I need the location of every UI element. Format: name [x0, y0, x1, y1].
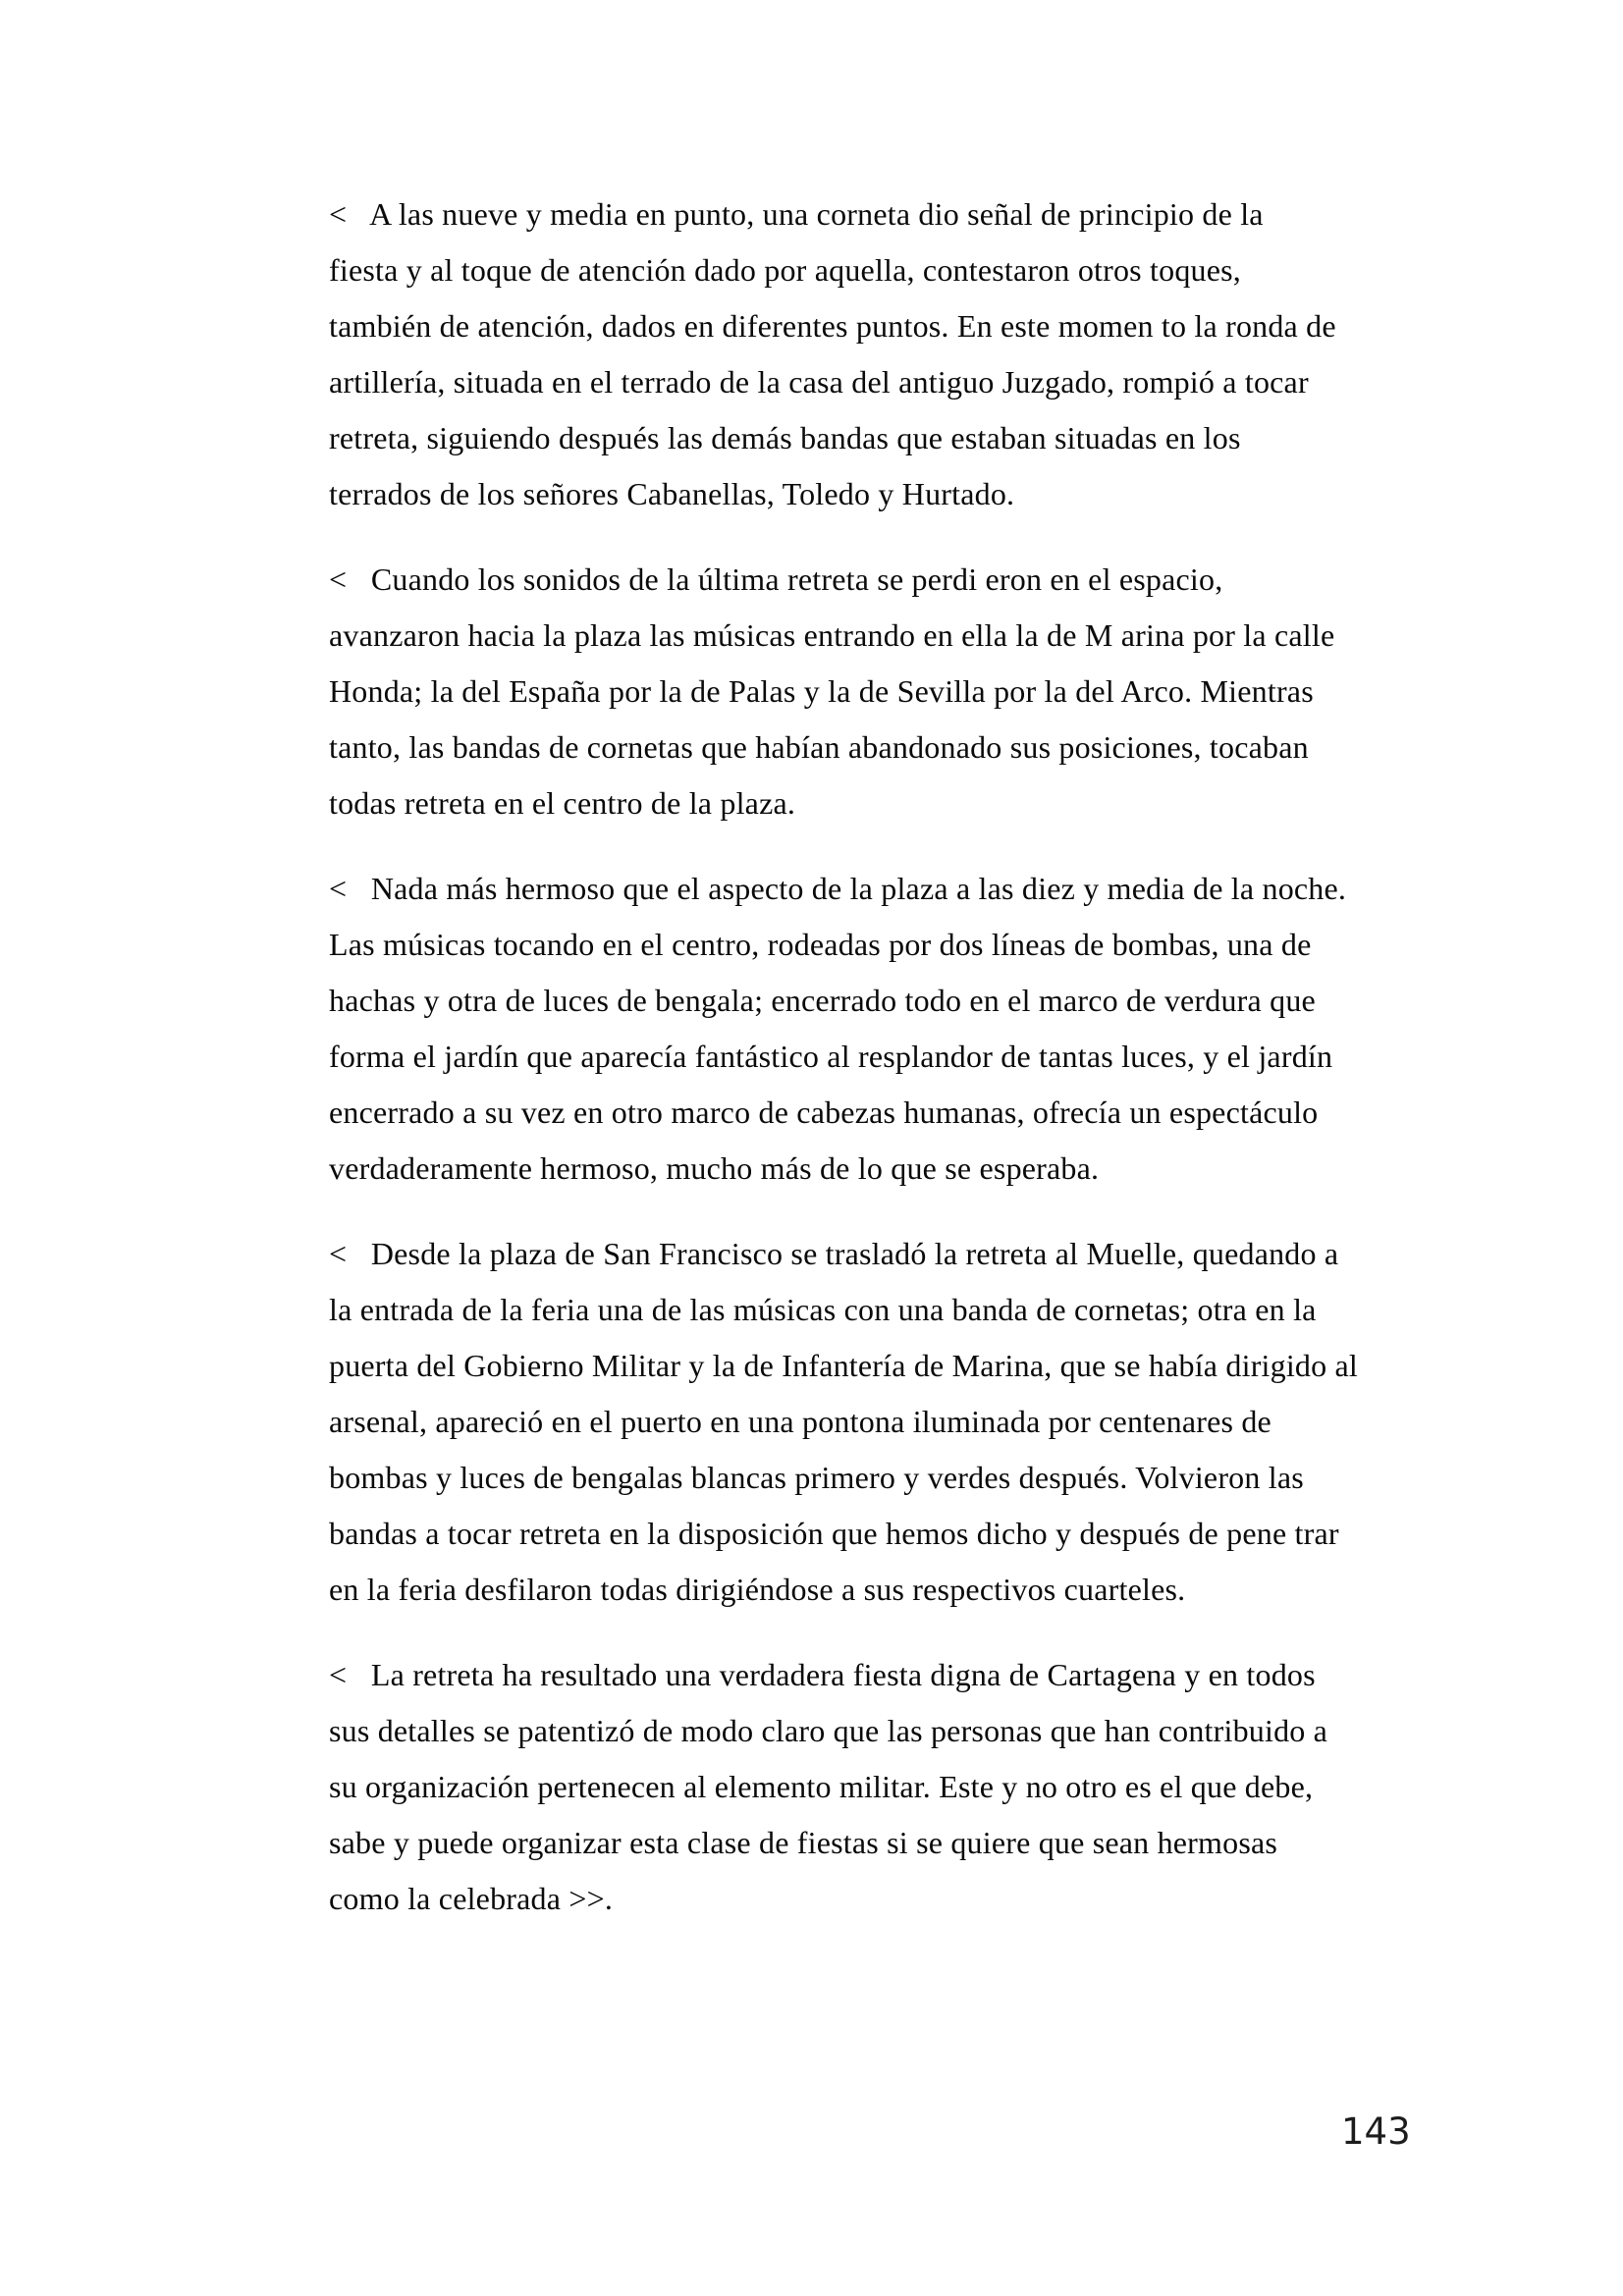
text-line: avanzaron hacia la plaza las músicas entrando en ella la de M arina por la calle: [329, 617, 1335, 653]
paragraph: [329, 187, 1409, 522]
text-line: tanto, las bandas de cornetas que habían abandonado sus posiciones, tocaban: [329, 729, 1309, 765]
paragraph: [329, 1647, 1409, 1927]
page-number: 143: [1341, 2110, 1411, 2153]
text-line: puerta del Gobierno Militar y la de Infantería de Marina, que se había dirigido al: [329, 1348, 1359, 1383]
text-line: bandas a tocar retreta en la disposición que hemos dicho y después de pene trar: [329, 1516, 1339, 1551]
text-line: sus detalles se patentizó de modo claro que las personas que han contribuido a: [329, 1713, 1328, 1748]
text-line: forma el jardín que aparecía fantástico al resplandor de tantas luces, y el jardín: [329, 1039, 1333, 1074]
text-line: < Desde la plaza de San Francisco se trasladó la retreta al Muelle, quedando a: [329, 1236, 1339, 1271]
text-line: la entrada de la feria una de las músicas con una banda de cornetas; otra en la: [329, 1292, 1317, 1327]
text-line: como la celebrada >>.: [329, 1881, 614, 1916]
text-line: encerrado a su vez en otro marco de cabezas humanas, ofrecía un espectáculo: [329, 1095, 1319, 1130]
text-line: artillería, situada en el terrado de la casa del antiguo Juzgado, rompió a tocar: [329, 364, 1309, 400]
text-line: Honda; la del España por la de Palas y la de Sevilla por la del Arco. Mientras: [329, 673, 1314, 709]
text-line: verdaderamente hermoso, mucho más de lo que se esperaba.: [329, 1150, 1100, 1186]
text-line: en la feria desfilaron todas dirigiéndose a sus respectivos cuarteles.: [329, 1572, 1186, 1607]
text-line: < A las nueve y media en punto, una corneta dio señal de principio de la: [329, 196, 1264, 232]
text-line: retreta, siguiendo después las demás bandas que estaban situadas en los: [329, 420, 1241, 455]
text-line: arsenal, apareció en el puerto en una pontona iluminada por centenares de: [329, 1404, 1271, 1439]
text-line: Las músicas tocando en el centro, rodeadas por dos líneas de bombas, una de: [329, 927, 1312, 962]
text-line: todas retreta en el centro de la plaza.: [329, 785, 796, 821]
text-line: sabe y puede organizar esta clase de fiestas si se quiere que sean hermosas: [329, 1825, 1278, 1860]
paragraph: [329, 552, 1409, 831]
text-line: bombas y luces de bengalas blancas primero y verdes después. Volvieron las: [329, 1460, 1304, 1495]
text-line: hachas y otra de luces de bengala; encerrado todo en el marco de verdura que: [329, 983, 1316, 1018]
paragraph: [329, 1226, 1409, 1618]
paragraph: [329, 861, 1409, 1197]
text-line: < La retreta ha resultado una verdadera fiesta digna de Cartagena y en todos: [329, 1657, 1316, 1692]
text-line: terrados de los señores Cabanellas, Toledo y Hurtado.: [329, 476, 1015, 511]
text-line: fiesta y al toque de atención dado por aquella, contestaron otros toques,: [329, 252, 1241, 288]
text-block: [329, 187, 1409, 1956]
text-line: < Nada más hermoso que el aspecto de la plaza a las diez y media de la noche.: [329, 871, 1347, 906]
text-line: < Cuando los sonidos de la última retreta se perdi eron en el espacio,: [329, 561, 1223, 597]
text-line: su organización pertenecen al elemento militar. Este y no otro es el que debe,: [329, 1769, 1314, 1804]
text-line: también de atención, dados en diferentes puntos. En este momen to la ronda de: [329, 308, 1336, 344]
